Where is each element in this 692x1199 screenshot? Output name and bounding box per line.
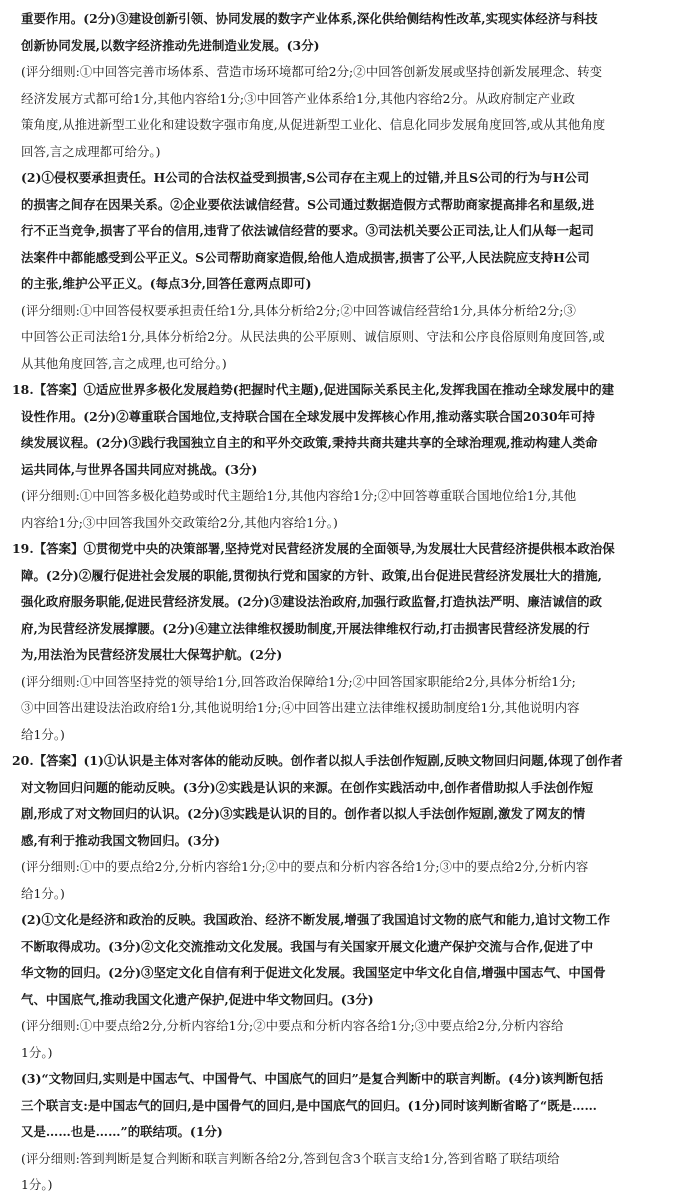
text-line: 法案件中都能感受到公平正义。S公司帮助商家造假,给他人造成损害,损害了公平,人民法院应支持H公司 xyxy=(21,249,590,265)
text-line: 中回答公正司法给1分,具体分析给2分。从民法典的公平原则、诚信原则、守法和公序良俗原则角度回答,或 xyxy=(21,329,605,344)
text-line: 对文物回归问题的能动反映。(3分)②实践是认识的来源。在创作实践活动中,创作者借助拟人手法创作短 xyxy=(21,779,594,795)
text-line: 运共同体,与世界各国共同应对挑战。(3分) xyxy=(21,461,258,477)
text-line: 策角度,从推进新型工业化和建设数字强市角度,从促进新型工业化、信息化同步发展角度回答,或从其他角度 xyxy=(21,117,606,132)
text-line: 回答,言之成理都可给分。) xyxy=(21,143,161,159)
text-line: 1分。) xyxy=(21,1177,53,1192)
text-line: 剧,形成了对文物回归的认识。(2分)③实践是认识的目的。创作者以拟人手法创作短剧,激发了网友的情 xyxy=(21,806,586,821)
text-line: 又是……也是……”的联结项。(1分) xyxy=(21,1124,223,1139)
text-line: (评分细则:①中回答坚持党的领导给1分,回答政治保障给1分;②中回答国家职能给2分,具体分析给1分; xyxy=(21,673,576,689)
text-line: 19.【答案】①贯彻党中央的决策部署,坚持党对民营经济发展的全面领导,为发展壮大民营经济提供根本政治保 xyxy=(12,541,615,556)
text-line: 内容给1分;③中回答我国外交政策给2分,其他内容给1分。) xyxy=(21,514,338,530)
text-line: 府,为民营经济发展撑腰。(2分)④建立法律维权援助制度,开展法律维权行动,打击损害民营经济发展的行 xyxy=(21,620,590,636)
text-line: (评分细则:①中回答完善市场体系、营造市场环境都可给2分;②中回答创新发展或坚持创新发展理念、转变 xyxy=(21,64,603,79)
text-line: (2)①文化是经济和政治的反映。我国政治、经济不断发展,增强了我国追讨文物的底气和能力,追讨文物工作 xyxy=(21,912,611,927)
text-line: 重要作用。(2分)③建设创新引领、协同发展的数字产业体系,深化供给侧结构性改革,实现实体经济与科技 xyxy=(21,11,598,26)
text-line: 经济发展方式都可给1分,其他内容给1分;③中回答产业体系给1分,其他内容给2分。从政府制定产业政 xyxy=(21,90,575,106)
text-line: (2)①侵权要承担责任。H公司的合法权益受到损害,S公司存在主观上的过错,并且S公司的行为与H公司 xyxy=(21,170,590,185)
text-line: 续发展议程。(2分)③践行我国独立自主的和平外交政策,秉持共商共建共享的全球治理观,推动构建人类命 xyxy=(21,435,598,450)
text-line: 的主张,维护公平正义。(每点3分,回答任意两点即可) xyxy=(21,276,312,291)
text-line: 华文物的回归。(2分)③坚定文化自信有利于促进文化发展。我国坚定中华文化自信,增强中国志气、中国骨 xyxy=(21,965,606,980)
text-line: (评分细则:①中回答侵权要承担责任给1分,具体分析给2分;②中回答诚信经营给1分,具体分析给2分;③ xyxy=(21,302,576,318)
text-line: 感,有利于推动我国文物回归。(3分) xyxy=(21,832,221,848)
text-line: ③中回答出建设法治政府给1分,其他说明给1分;④中回答出建立法律维权援助制度给1分,其他说明内容 xyxy=(21,700,580,715)
text-line: (评分细则:答到判断是复合判断和联言判断各给2分,答到包含3个联言支给1分,答到省略了联结项给 xyxy=(21,1150,560,1166)
text-line: 三个联言支:是中国志气的回归,是中国骨气的回归,是中国底气的回归。(1分)同时该判断省略了“既是…… xyxy=(21,1097,597,1113)
text-line: 18.【答案】①适应世界多极化发展趋势(把握时代主题),促进国际关系民主化,发挥我国在推动全球发展中的建 xyxy=(12,382,615,397)
text-line: (评分细则:①中要点给2分,分析内容给1分;②中要点和分析内容各给1分;③中要点给2分,分析内容给 xyxy=(21,1018,564,1033)
text-line: (评分细则:①中回答多极化趋势或时代主题给1分,其他内容给1分;②中回答尊重联合国地位给1分,其他 xyxy=(21,488,577,503)
text-line: 20.【答案】(1)①认识是主体对客体的能动反映。创作者以拟人手法创作短剧,反映文物回归问题,体现了创作者 xyxy=(12,753,623,768)
text-line: (评分细则:①中的要点给2分,分析内容给1分;②中的要点和分析内容各给1分;③中的要点给2分,分析内容 xyxy=(21,859,589,874)
text-line: 创新协同发展,以数字经济推动先进制造业发展。(3分) xyxy=(21,37,320,53)
text-line: (3)“文物回归,实则是中国志气、中国骨气、中国底气的回归”是复合判断中的联言判断。(4分)该判断包括 xyxy=(21,1071,604,1086)
text-line: 给1分。) xyxy=(21,726,65,742)
text-line: 行不正当竞争,损害了平台的信用,违背了依法诚信经营的要求。③司法机关要公正司法,让人们从每一起司 xyxy=(21,223,594,238)
text-line: 气、中国底气,推动我国文化遗产保护,促进中华文物回归。(3分) xyxy=(21,991,374,1007)
text-line: 给1分。) xyxy=(21,885,65,901)
text-line: 不断取得成功。(3分)②文化交流推动文化发展。我国与有关国家开展文化遗产保护交流与合作,促进了中 xyxy=(21,938,594,954)
text-line: 1分。) xyxy=(21,1044,53,1060)
text-line: 为,用法治为民营经济发展壮大保驾护航。(2分) xyxy=(21,647,283,662)
text-line: 的损害之间存在因果关系。②企业要依法诚信经营。S公司通过数据造假方式帮助商家提高排名和星级,进 xyxy=(21,196,595,212)
text-line: 设性作用。(2分)②尊重联合国地位,支持联合国在全球发展中发挥核心作用,推动落实联合国2030年可持 xyxy=(21,408,595,424)
text-line: 强化政府服务职能,促进民营经济发展。(2分)③建设法治政府,加强行政监督,打造执法严明、廉洁诚信的政 xyxy=(21,594,602,609)
text-line: 障。(2分)②履行促进社会发展的职能,贯彻执行党和国家的方针、政策,出台促进民营经济发展壮大的措施, xyxy=(21,567,602,583)
text-line: 从其他角度回答,言之成理,也可给分。) xyxy=(21,355,227,371)
